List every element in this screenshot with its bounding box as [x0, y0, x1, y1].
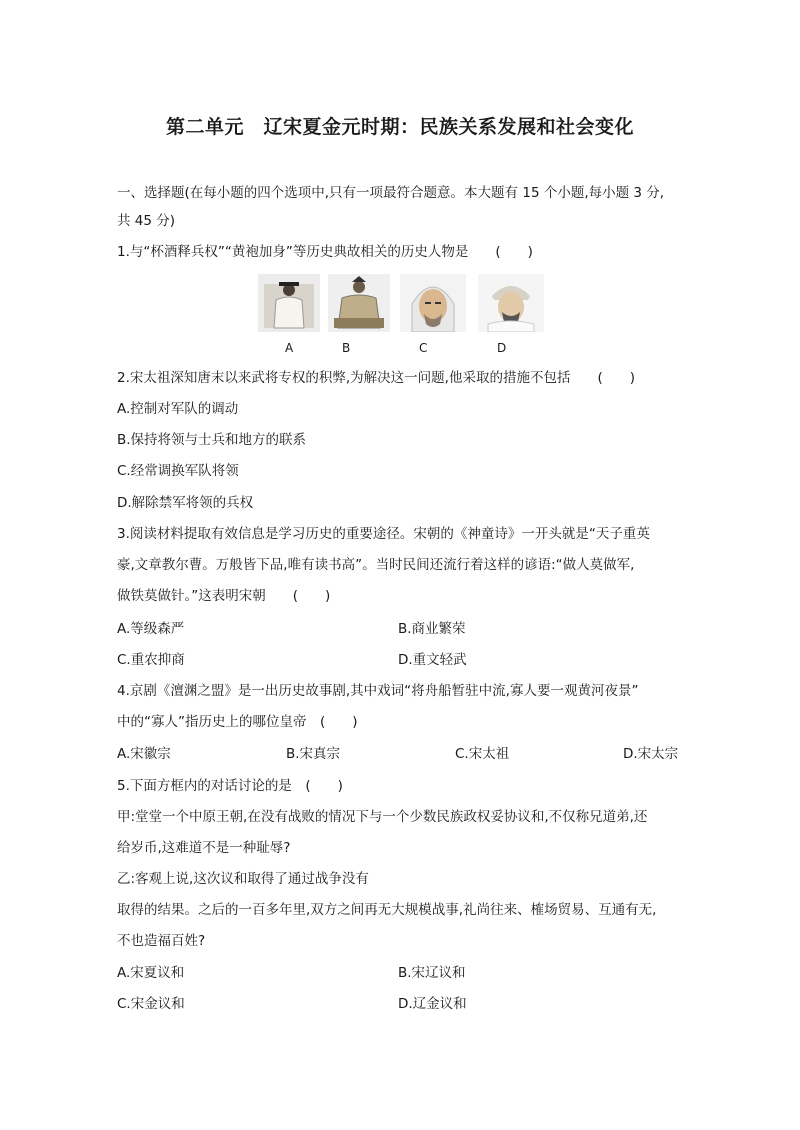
question-5-dialogue-line2: 给岁币,这难道不是一种耻辱? — [117, 840, 291, 856]
question-3-option-a: A.等级森严 — [117, 621, 185, 637]
question-3-option-b: B.商业繁荣 — [398, 621, 466, 637]
question-3-option-c: C.重农抑商 — [117, 652, 185, 668]
qing-emperor-portrait-icon — [328, 274, 390, 332]
question-1-images — [258, 274, 548, 334]
question-4-line2: 中的“寡人”指历史上的哪位皇帝 ( ) — [117, 714, 358, 730]
question-5-stem: 5.下面方框内的对话讨论的是 ( ) — [117, 778, 343, 794]
question-5-dialogue-line4: 取得的结果。之后的一百多年里,双方之间再无大规模战事,礼尚往来、榷场贸易、互通有无, — [117, 902, 657, 918]
question-4-option-b: B.宋真宗 — [286, 746, 341, 762]
question-3-line2: 豪,文章教尔曹。万般皆下品,唯有读书高”。当时民间还流行着这样的谚语:“做人莫做军, — [117, 557, 635, 573]
question-5-option-d: D.辽金议和 — [398, 996, 467, 1012]
question-2-option-b: B.保持将领与士兵和地方的联系 — [117, 432, 307, 448]
question-4-option-c: C.宋太祖 — [455, 746, 510, 762]
question-2-option-c: C.经常调换军队将领 — [117, 463, 239, 479]
question-4-option-d: D.宋太宗 — [623, 746, 679, 762]
section-instructions-line1: 一、选择题(在每小题的四个选项中,只有一项最符合题意。本大题有 15 个小题,每小题 3 分, — [117, 185, 665, 201]
section-instructions-line2: 共 45 分) — [117, 213, 176, 229]
question-5-dialogue-line1: 甲:堂堂一个中原王朝,在没有战败的情况下与一个少数民族政权妥协议和,不仅称兄道弟,还 — [117, 809, 648, 825]
question-1-label-d: D — [497, 341, 507, 355]
question-1-label-c: C — [419, 341, 428, 355]
question-3-line3: 做铁莫做针。”这表明宋朝 ( ) — [117, 588, 331, 604]
question-2-option-a: A.控制对军队的调动 — [117, 401, 239, 417]
question-3-option-d: D.重文轻武 — [398, 652, 467, 668]
emperor-portrait-icon — [258, 274, 320, 332]
page-title: 第二单元 辽宋夏金元时期：民族关系发展和社会变化 — [165, 116, 634, 138]
mongol-emperor-portrait-icon — [478, 274, 544, 332]
question-1-label-a: A — [285, 341, 294, 355]
question-5-option-a: A.宋夏议和 — [117, 965, 185, 981]
question-2-stem: 2.宋太祖深知唐末以来武将专权的积弊,为解决这一问题,他采取的措施不包括 ( ) — [117, 370, 635, 386]
question-1-stem: 1.与“杯酒释兵权”“黄袍加身”等历史典故相关的历史人物是 ( ) — [117, 244, 533, 260]
question-5-option-c: C.宋金议和 — [117, 996, 185, 1012]
question-5-dialogue-line3: 乙:客观上说,这次议和取得了通过战争没有 — [117, 871, 369, 887]
question-2-option-d: D.解除禁军将领的兵权 — [117, 495, 254, 511]
question-4-line1: 4.京剧《澶渊之盟》是一出历史故事剧,其中戏词“将舟船暂驻中流,寡人要一观黄河夜景” — [117, 683, 639, 699]
question-5-dialogue-line5: 不也造福百姓? — [117, 933, 206, 949]
mongol-khan-portrait-icon — [400, 274, 466, 332]
question-3-line1: 3.阅读材料提取有效信息是学习历史的重要途径。宋朝的《神童诗》一开头就是“天子重英 — [117, 526, 650, 542]
question-1-label-b: B — [342, 341, 351, 355]
question-4-option-a: A.宋徽宗 — [117, 746, 171, 762]
question-5-option-b: B.宋辽议和 — [398, 965, 466, 981]
